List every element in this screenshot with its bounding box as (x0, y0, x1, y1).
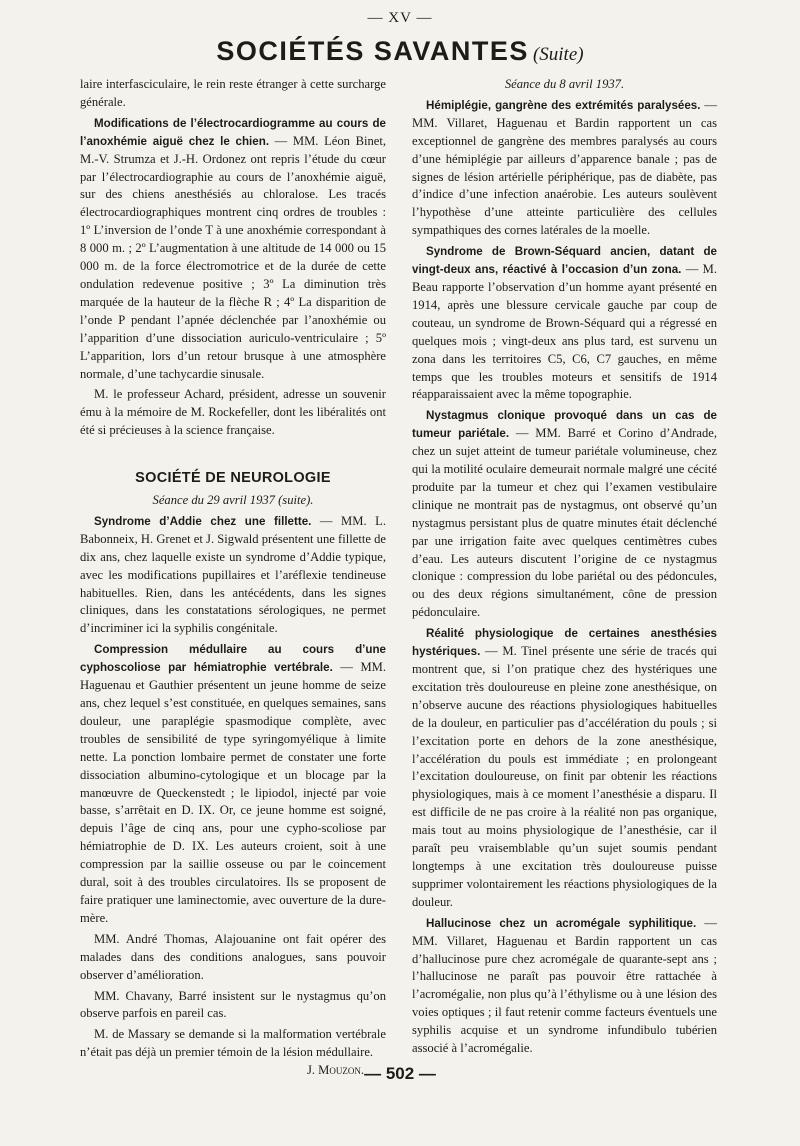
report-hemiplegie (412, 97, 717, 240)
report-title: Syndrome d’Addie chez une fillette. (94, 514, 312, 528)
report-title: Hémiplégie, gangrène des extrémités paralysées. (426, 98, 701, 112)
report-body: — MM. Haguenau et Gauthier présentent un jeune homme de seize ans, chez lequel s’est constituée, en quelques semaines, sans douleur, une paraplégie spasmodique complète, avec troubles de sensibilité de type syringomyélique à limite nette. La ponction lombaire permet de constater une forte dissociation albumino-cytologique et un blocage par la manœuvre de Queckenstedt ; le lipiodol, injecté par voie basse, s’arrêtait en D. IX. Or, ce jeune homme est soigné, depuis l’âge de cinq ans, pour une cypho-scoliose par hémiatrophie de D. IX. Les auteurs croient, soit à une compression par la saillie osseuse ou par le coincement dural, soit à des troubles circulatoires. Ils se proposent de faire pratiquer une laminectomie, avec ouverture de la dure-mère. (80, 660, 386, 925)
paragraph-achard: M. le professeur Achard, président, adresse un souvenir ému à la mémoire de M. Rockefeller, dont les libéralités ont été si précieuses à la science française. (80, 387, 386, 438)
author-signature: J. Mouzon. (306, 1063, 364, 1076)
report-body: — M. Beau rapporte l’observation d’un homme ayant présenté en 1914, après une blessure cervicale gauche par coup de couteau, un syndrome de Brown-Séquard qui a régressé en quelques mois ; vingt-deux ans plus tard, est survenu un zona dans les territoires C5, C6, C7 gauches, en même temps que les troubles moteurs et sensitifs de 1914 réapparaissaient avec la même topographie. (412, 262, 717, 402)
report-title: Réalité physiologique de certaines anesthésies hystériques. (412, 627, 717, 659)
report-title: Nystagmus clonique provoqué dans un cas de tumeur pariétale. (412, 409, 717, 441)
left-column (80, 76, 386, 1076)
report-body: — MM. L. Babonneix, H. Grenet et J. Sigwald présentent une fillette de dix ans, chez laquelle existe un syndrome d’Addie typique, avec les modifications pupillaires et l’aréflexie tendineuse habituelles. Rien, dans les antécédents, dans les signes cliniques, dans les constatations sérologiques, ne permet d’incriminer ici la syphilis congénitale. (80, 513, 386, 636)
report-title: Compression médullaire au cours d’une cyphoscoliose par hémiatrophie vertébrale. (80, 643, 386, 675)
right-column (412, 76, 717, 1076)
report-body: — MM. Léon Binet, M.-V. Strumza et J.-H. Ordonez ont repris l’étude du cœur par l’électrocardiographie au cours de l’anoxhémie aiguë, sur des chiens anesthésiés au chloralose. Les tracés électrocardiographiques montrent cinq ordres de troubles : 1º L’inversion de l’onde T à une anoxhémie correspondant à 8 000 m. ; 2º L’augmentation à une altitude de 14 000 ou 15 000 m. de la force électromotrice et de la durée de cette ondulation redevenue positive ; 3º La diminution très marquée de la hauteur de la flèche R ; 4º La disparition de l’onde P pendant l’apnée déclenchée par l’anoxhémie ou l’apparition d’une dissociation auriculo-ventriculaire ; 5º L’apparition, lors d’un retour brusque à une atmosphère normale, d’une tachycardie sinusale. (80, 133, 386, 381)
paragraph-chavany: MM. Chavany, Barré insistent sur le nystagmus qu’on observe parfois en pareil cas. (80, 988, 386, 1021)
running-title-main: SOCIÉTÉS SAVANTES (216, 36, 529, 66)
running-title-suite: (Suite) (532, 44, 584, 65)
seance-date-left: Séance du 29 avril 1937 (suite). (152, 493, 314, 508)
seance-date-right: Séance du 8 avril 1937. (504, 77, 625, 91)
report-anesthesies (412, 625, 717, 912)
left-paragraph-continuation: laire interfasciculaire, le rein reste étranger à cette surcharge générale. (80, 77, 386, 109)
section-title-neurologie: SOCIÉTÉ DE NEUROLOGIE (135, 470, 331, 487)
report-addie (80, 513, 386, 638)
massary-text: M. de Massary se demande si la malformation vertébrale n’était pas déjà un premier témoin de la lésion médullaire. (80, 1027, 386, 1060)
report-nystagmus (412, 407, 717, 622)
report-body: — M. Tinel présente une série de tracés qui montrent que, si l’on pratique chez des hystériques une excitation très douloureuse en pleine zone anesthésique, on n’observe aucune des réactions physiologiques habituelles de la douleur, en particulier pas d’accélération du pouls ; si l’excitation porte en dehors de la zone anesthésique, l’accélération du pouls est immédiate ; en prolongeant l’excitation douloureuse, on finit par obtenir les réactions physiologiques, mais à ce moment l’anesthésie a disparu. Il est difficile de ne pas croire à la réalité non pas organique, mais tout au moins physiologique de l’anesthésie, car il paraît peu vraisemblable qu’un sujet soumis pendant longtemps à une excitation très douloureuse puisse supprimer volontairement les réactions physiologiques de la douleur. (412, 644, 717, 909)
page-number: — 502 — (364, 1064, 436, 1083)
roman-page-number: — XV — (367, 10, 433, 26)
report-body: — MM. Barré et Corino d’Andrade, chez un sujet atteint de tumeur pariétale volumineuse, chez qui la motilité oculaire demeurait normale malgré une cécité produite par la tumeur et chez qui l’examen vestibulaire clinique ne montrait pas de nystagmus, ont observé qu’un nystagmus persistant plus de quatre minutes était déclenché par une irrigation faite avec quelques centimètres cubes d’eau. Les auteurs discutent l’origine de ce nystagmus clonique : compression du lobe pariétal ou des pédoncules, ou des deux régions simultanément, cône de pression pédonculaire. (412, 426, 717, 620)
paragraph-massary (80, 1026, 386, 1076)
running-title (0, 36, 800, 67)
report-title: Syndrome de Brown-Séquard ancien, datant de vingt-deux ans, réactivé à l’occasion d’un zona. (412, 245, 717, 277)
report-hallucinose (412, 915, 717, 1058)
report-electrocardiogramme (80, 115, 386, 384)
report-compression (80, 641, 386, 928)
report-brown-sequard (412, 243, 717, 404)
report-body: — MM. Villaret, Haguenau et Bardin rapportent un cas d’hallucinose pure chez acromégale de quarante-sept ans ; l’hallucinose ne paraît pas pouvoir être rattachée à l’acromégalie, non plus qu’à l’éthylisme ou à une lésion des voies optiques ; il faut retenir comme facteurs éventuels une syphilis acquise et un syndrome infundibulo tubérien associé à l’acromégalie. (412, 915, 717, 1056)
report-title: Hallucinose chez un acromégale syphilitique. (426, 916, 697, 930)
report-title: Modifications de l’électrocardiogramme au cours de l’anoxhémie aiguë chez le chien. (80, 116, 386, 148)
report-body: — MM. Villaret, Haguenau et Bardin rapportent un cas exceptionnel de gangrène des membres paralysés au cours d’une hémiplégie par ailleurs d’apparence banale ; pas de signes de lésion artérielle périphérique, pas de diabète, pas d’indice d’une infection anaérobie. Les auteurs soulèvent l’hypothèse d’une atteinte particulière des cellules sympathiques des cornes latérales de la moelle. (412, 97, 717, 238)
paragraph-thomas: MM. André Thomas, Alajouanine ont fait opérer des malades dans des conditions analogues, sans pouvoir observer d’amélioration. (80, 931, 386, 982)
